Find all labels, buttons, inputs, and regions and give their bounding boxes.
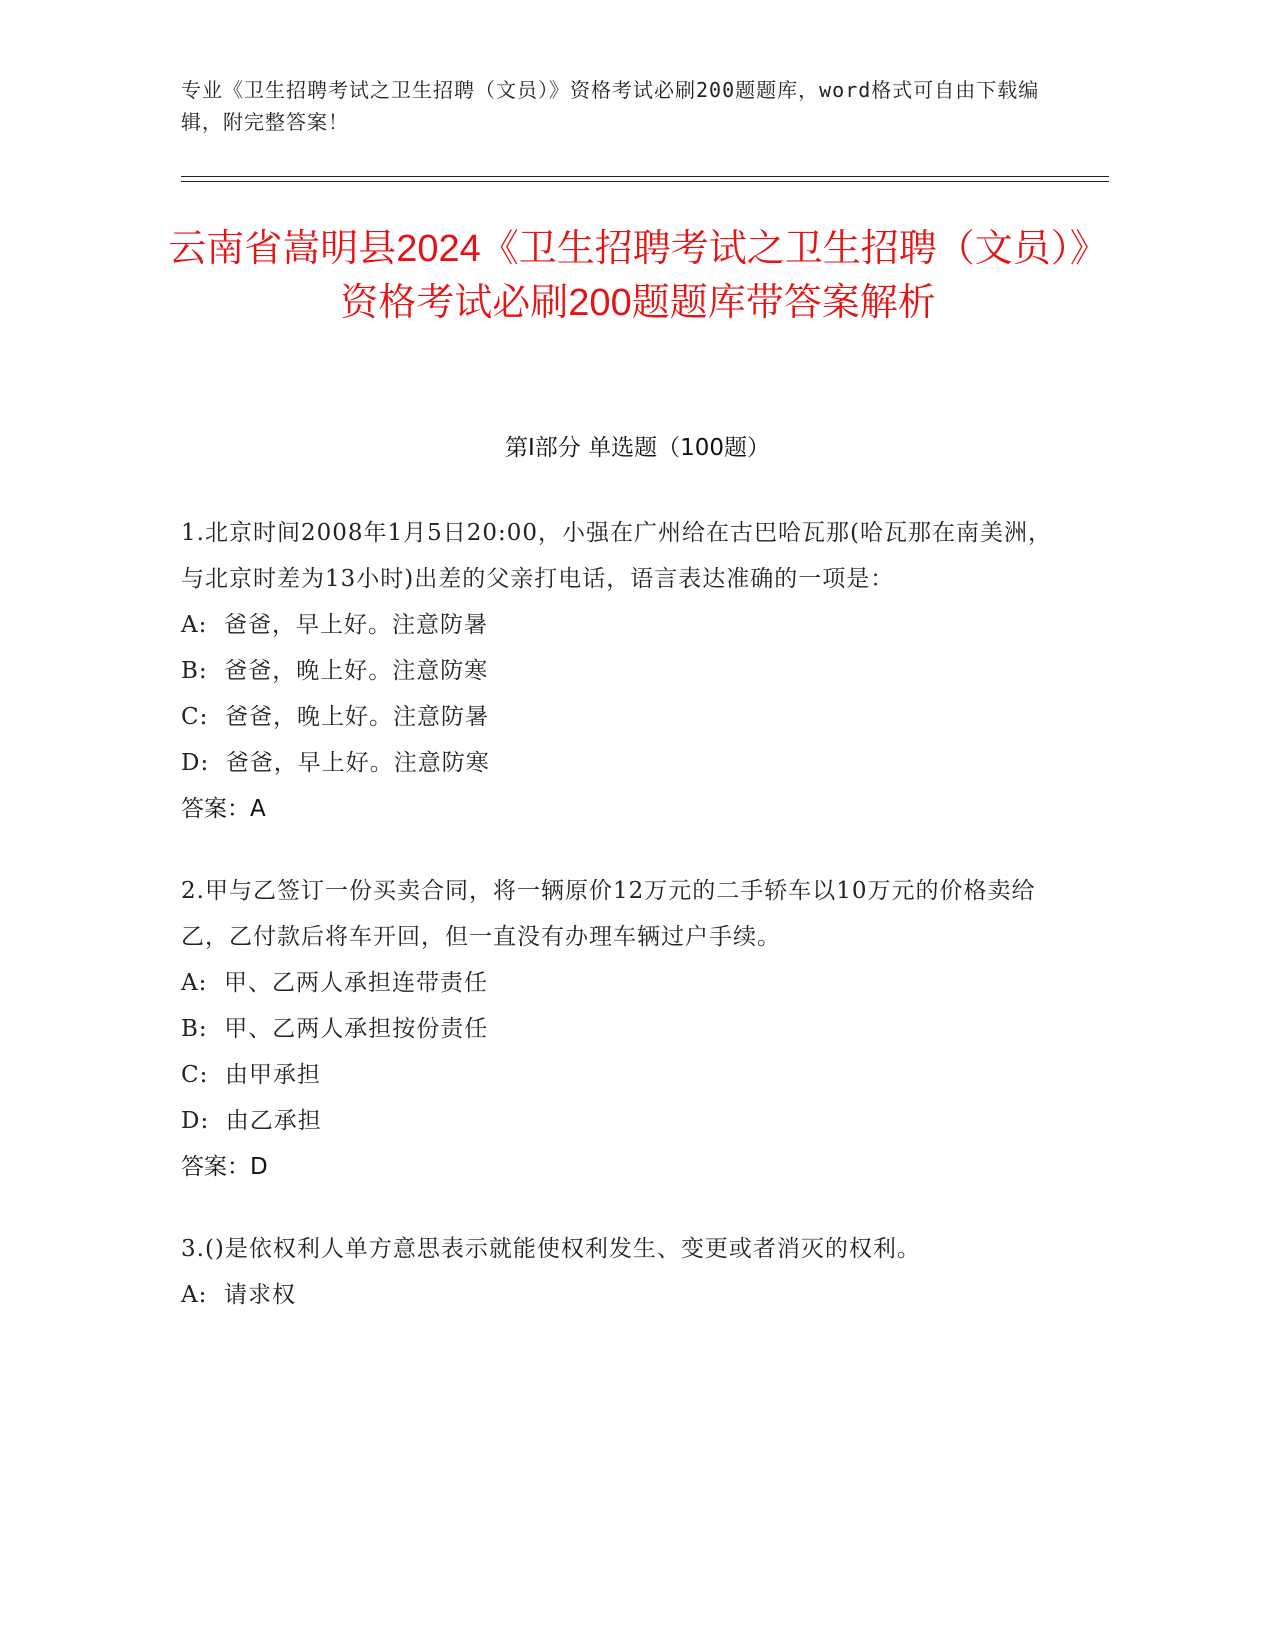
- question-item: [181, 1226, 1061, 1318]
- option-a: A: 请求权: [181, 1282, 296, 1308]
- question-list: [181, 510, 1061, 1354]
- question-stem: 3.()是依权利人单方意思表示就能使权利发生、变更或者消灭的权利。: [181, 1236, 921, 1262]
- option-a: A: 甲、乙两人承担连带责任: [181, 970, 488, 996]
- section-heading: 第I部分 单选题（100题）: [505, 435, 770, 461]
- question-stem: 1.北京时间2008年1月5日20:00，小强在广州给在古巴哈瓦那(哈瓦那在南美洲，与北京时差为13小时)出差的父亲打电话，语言表达准确的一项是：: [181, 520, 1052, 592]
- answer-line: 答案：D: [181, 1154, 268, 1180]
- option-d: D: 由乙承担: [181, 1108, 322, 1134]
- option-c: C: 爸爸，晚上好。注意防暑: [181, 704, 489, 730]
- option-d: D: 爸爸，早上好。注意防寒: [181, 750, 490, 776]
- header-divider-thin: [181, 181, 1109, 182]
- header-intro: 专业《卫生招聘考试之卫生招聘（文员）》资格考试必刷200题题库，word格式可自由下载编辑，附完整答案！: [181, 78, 1040, 134]
- option-c: C: 由甲承担: [181, 1062, 321, 1088]
- question-stem: 2.甲与乙签订一份买卖合同，将一辆原价12万元的二手轿车以10万元的价格卖给乙，乙付款后将车开回，但一直没有办理车辆过户手续。: [181, 878, 1036, 950]
- header-divider: [181, 176, 1109, 177]
- answer-line: 答案：A: [181, 796, 266, 822]
- option-b: B: 爸爸，晚上好。注意防寒: [181, 658, 489, 684]
- document-title: 云南省嵩明县2024《卫生招聘考试之卫生招聘（文员）》资格考试必刷200题题库带答案解析: [168, 228, 1108, 324]
- question-item: [181, 868, 1061, 1190]
- option-b: B: 甲、乙两人承担按份责任: [181, 1016, 489, 1042]
- question-item: [181, 510, 1061, 832]
- option-a: A: 爸爸，早上好。注意防暑: [181, 612, 488, 638]
